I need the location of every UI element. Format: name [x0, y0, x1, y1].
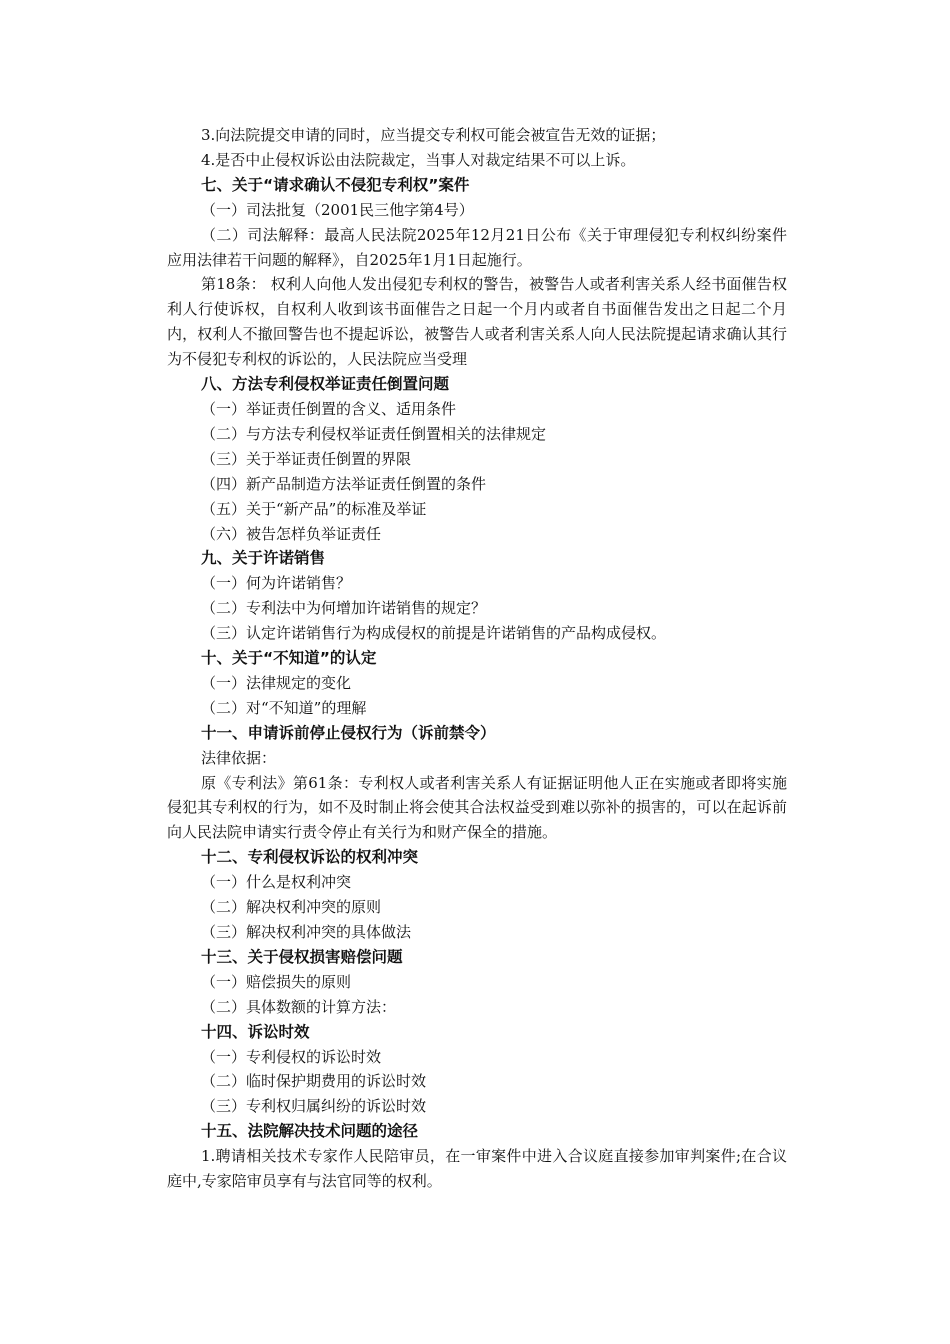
section-heading: 十、关于“不知道”的认定: [201, 649, 377, 668]
document-body: [167, 123, 787, 1194]
list-item: 法律依据：: [201, 748, 277, 767]
list-item: （二）具体数额的计算方法：: [201, 997, 397, 1016]
list-item: （一）法律规定的变化: [201, 673, 352, 692]
list-item: （四）新产品制造方法举证责任倒置的条件: [201, 474, 487, 493]
section-heading: 十三、关于侵权损害赔偿问题: [201, 947, 403, 966]
paragraph: 原《专利法》第61条：专利权人或者利害关系人有证据证明他人正在实施或者即将实施侵犯其专利权的行为，如不及时制止将会使其合法权益受到难以弥补的损害的，可以在起诉前向人民法院申请实行责令停止有关行为和财产保全的措施。: [167, 773, 787, 842]
list-item: （一）什么是权利冲突: [201, 873, 352, 892]
section-heading: 八、方法专利侵权举证责任倒置问题: [201, 375, 450, 394]
list-item: （一）何为许诺销售？: [201, 574, 352, 593]
list-item: （三）解决权利冲突的具体做法: [201, 923, 412, 941]
section-heading: 十二、专利侵权诉讼的权利冲突: [201, 848, 419, 867]
list-item: （一）专利侵权的诉讼时效: [201, 1047, 382, 1066]
list-item: （三）关于举证责任倒置的界限: [201, 449, 412, 468]
section-heading: 七、关于“请求确认不侵犯专利权”案件: [201, 175, 470, 194]
list-item: 4.是否中止侵权诉讼由法院裁定，当事人对裁定结果不可以上诉。: [201, 150, 636, 169]
section-heading: 九、关于许诺销售: [201, 549, 326, 568]
section-heading: 十一、申请诉前停止侵权行为（诉前禁令）: [201, 723, 496, 742]
list-item: （一）举证责任倒置的含义、适用条件: [201, 399, 457, 418]
list-item: （二）临时保护期费用的诉讼时效: [201, 1072, 427, 1091]
list-item: 3.向法院提交申请的同时，应当提交专利权可能会被宣告无效的证据；: [201, 126, 666, 144]
list-item: （一）司法批复（2001民三他字第4号）: [201, 200, 474, 219]
list-item: （一）赔偿损失的原则: [201, 972, 352, 991]
section-heading: 十五、法院解决技术问题的途径: [201, 1122, 419, 1141]
list-item: （三）认定许诺销售行为构成侵权的前提是许诺销售的产品构成侵权。: [201, 624, 667, 643]
list-item: （三）专利权归属纠纷的诉讼时效: [201, 1097, 427, 1116]
list-item: （二）与方法专利侵权举证责任倒置相关的法律规定: [201, 424, 547, 443]
section-heading: 十四、诉讼时效: [201, 1022, 310, 1041]
paragraph: 1.聘请相关技术专家作人民陪审员，在一审案件中进入合议庭直接参加审判案件;在合议庭中,专家陪审员享有与法官同等的权利。: [167, 1147, 787, 1191]
list-item: （二）对“不知道”的理解: [201, 698, 367, 717]
paragraph: （二）司法解释：最高人民法院2025年12月21日公布《关于审理侵犯专利权纠纷案件应用法律若干问题的解释》，自2025年1月1日起施行。: [167, 225, 787, 269]
list-item: （二）解决权利冲突的原则: [201, 898, 382, 917]
list-item: （五）关于“新产品”的标准及举证: [201, 499, 427, 518]
list-item: （六）被告怎样负举证责任: [201, 524, 382, 543]
list-item: （二）专利法中为何增加许诺销售的规定？: [201, 599, 487, 618]
paragraph: 第18条： 权利人向他人发出侵犯专利权的警告，被警告人或者利害关系人经书面催告权利人行使诉权，自权利人收到该书面催告之日起一个月内或者自书面催告发出之日起二个月内，权利人不撤回警告也不提起诉讼，被警告人或者利害关系人向人民法院提起请求确认其行为不侵犯专利权的诉讼的，人民法院应当受理: [167, 275, 787, 369]
